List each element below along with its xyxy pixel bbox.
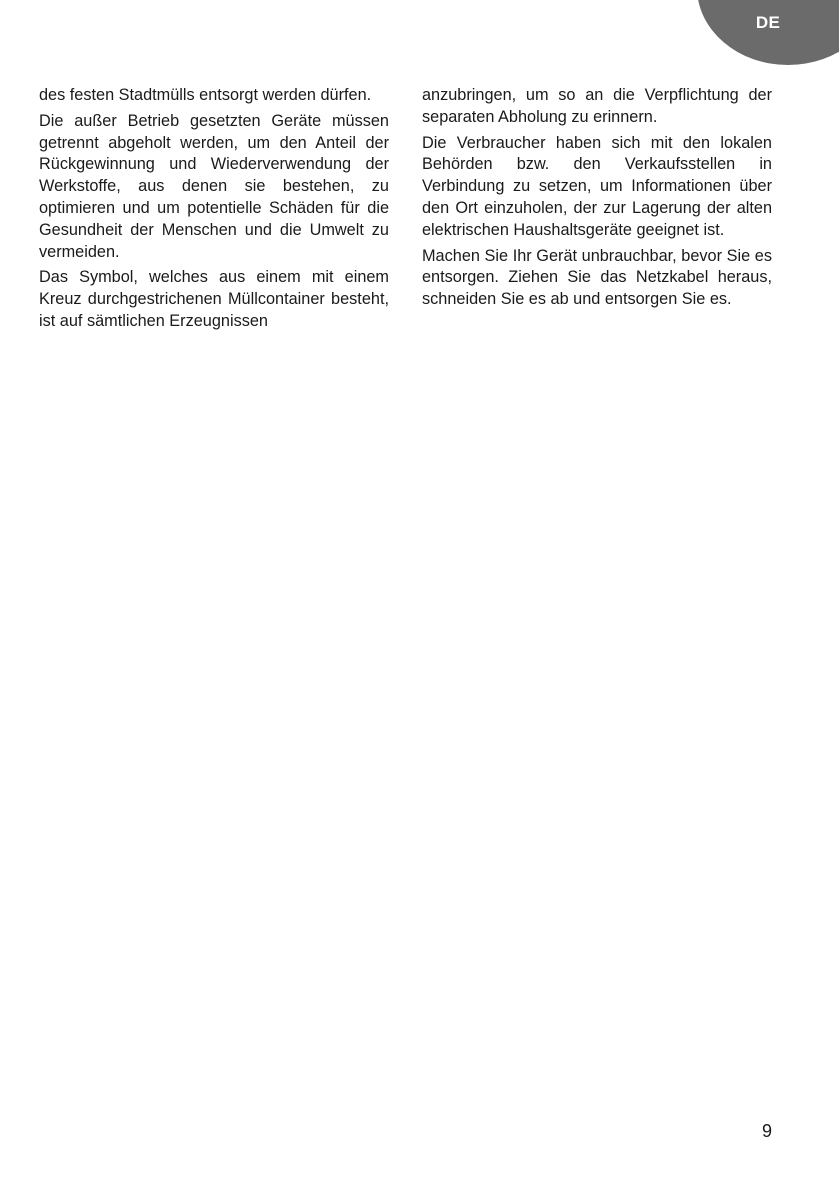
paragraph: anzubringen, um so an die Verpflichtung der separaten Abholung zu erinnern.	[422, 86, 772, 126]
page-number: 9	[761, 1121, 772, 1141]
text-column-right	[422, 85, 772, 315]
paragraph: des festen Stadtmülls entsorgt werden dürfen.	[39, 86, 372, 104]
paragraph: Die Verbraucher haben sich mit den lokalen Behörden bzw. den Verkaufsstellen in Verbindung zu setzen, um Informationen über den Ort einzuholen, der zur Lagerung der alten elektrischen Haushaltsgeräte geeignet ist.	[422, 133, 772, 239]
paragraph: Die außer Betrieb gesetzten Geräte müssen getrennt abgeholt werden, um den Anteil der Rückgewinnung und Wiederverwendung der Werkstoffe, aus denen sie bestehen, zu optimieren und um potentielle Schäden für die Gesundheit der Menschen und die Umwelt zu vermeiden.	[39, 111, 389, 261]
paragraph: Das Symbol, welches aus einem mit einem Kreuz durchgestrichenen Müllcontainer besteht, ist auf sämtlichen Erzeugnissen	[39, 268, 389, 330]
language-tab-label: DE	[755, 13, 781, 32]
paragraph: Machen Sie Ihr Gerät unbrauchbar, bevor Sie es entsorgen. Ziehen Sie das Netzkabel heraus, schneiden Sie es ab und entsorgen Sie es.	[422, 246, 772, 309]
text-column-left	[39, 85, 389, 337]
